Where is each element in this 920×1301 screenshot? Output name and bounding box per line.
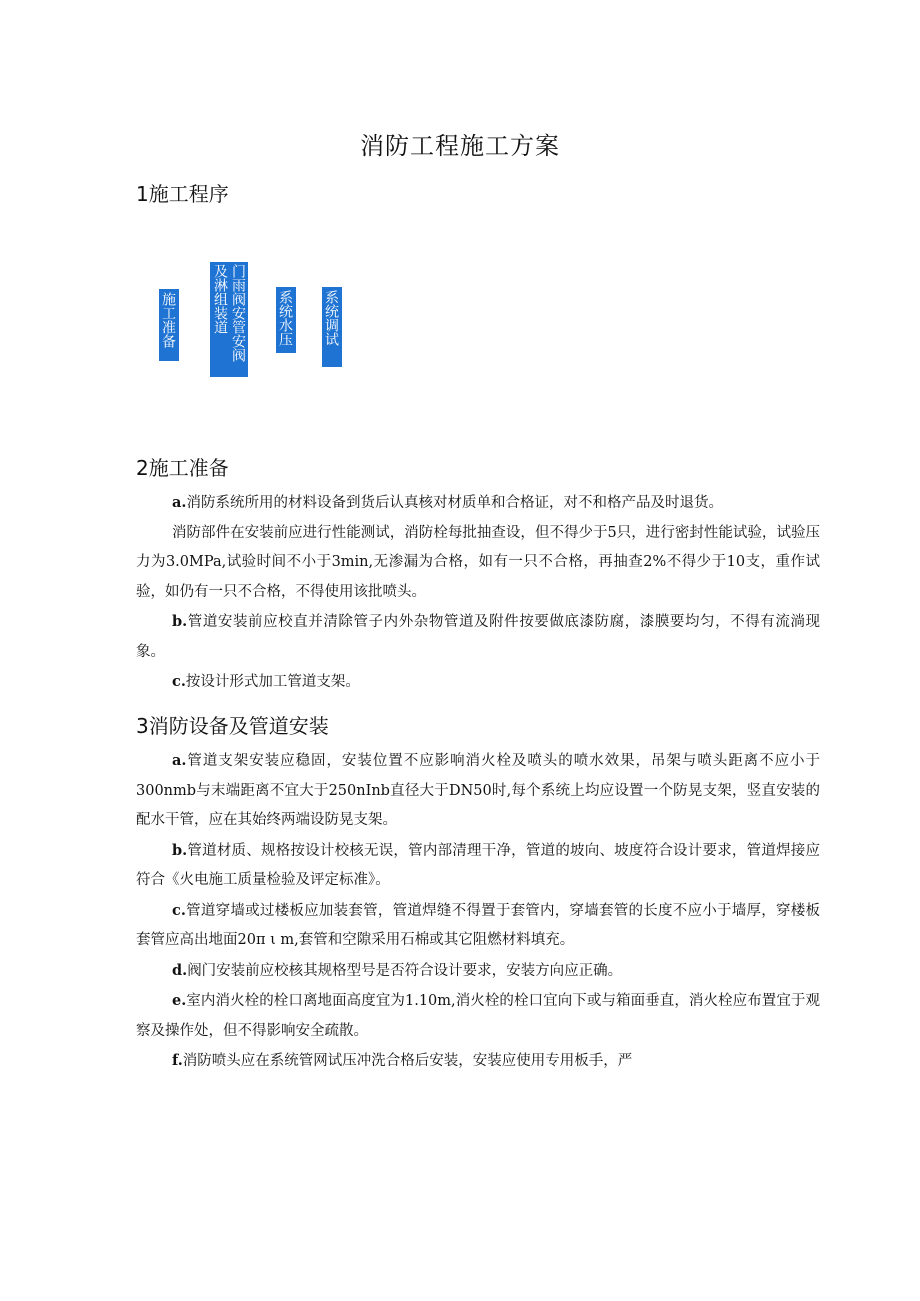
install-item-c	[136, 896, 820, 956]
prep-paragraphs	[136, 488, 820, 698]
prep-item-a2-text: 消防部件在安装前应进行性能测试，消防栓每批抽查设，但不得少于5只，进行密封性能试验，试验压力为3.0MPa,试验时间不小于3min,无渗漏为合格，如有一只不合格，再抽查2%不得少于10支，重作试验，如仍有一只不合格，不得使用该批喷头。	[136, 524, 820, 600]
install-item-a-label: a.	[172, 752, 187, 769]
flow-step-pipe-install-col1: 及淋组装道	[212, 264, 228, 334]
install-item-f-text: 消防喷头应在系统管网试压冲洗合格后安装，安装应使用专用板手，严	[182, 1053, 633, 1069]
install-item-b	[136, 836, 820, 896]
prep-item-b-label: b.	[172, 613, 188, 630]
install-item-f	[136, 1046, 820, 1077]
flow-step-pressure-test	[276, 287, 296, 353]
install-item-a	[136, 746, 820, 836]
install-item-d-text: 阀门安装前应校核其规格型号是否符合设计要求，安装方向应正确。	[187, 962, 623, 979]
install-item-e-text: 室内消火栓的栓口离地面高度宜为1.10m,消火栓的栓口宜向下或与箱面垂直，消火栓应布置宜于观察及操作处，但不得影响安全疏散。	[136, 993, 820, 1039]
section-heading-preparation: 2施工准备	[136, 456, 229, 480]
flow-step-pipe-install	[210, 262, 248, 377]
prep-item-a-label: a.	[172, 494, 187, 511]
prep-item-b-text: 管道安装前应校直并清除管子内外杂物管道及附件按要做底漆防腐，漆膜要均匀，不得有流淌现象。	[136, 614, 820, 660]
install-item-a-text: 管道支架安装应稳固，安装位置不应影响消火栓及喷头的喷水效果，吊架与喷头距离不应小于300nmb与末端距离不宜大于250nInb直径大于DN50时,每个系统上均应设置一个防晃支架，竖直安装的配水干管，应在其始终两端设防晃支架。	[136, 753, 820, 828]
prep-item-a-text: 消防系统所用的材料设备到货后认真核对材质单和合格证，对不和格产品及时退货。	[186, 495, 723, 511]
flow-step-pressure-test-label: 系统水压	[277, 290, 293, 346]
flow-step-debug-label: 系统调试	[323, 290, 339, 346]
install-item-f-label: f.	[172, 1052, 183, 1069]
prep-item-c	[136, 667, 820, 698]
prep-item-b	[136, 607, 820, 667]
install-item-b-label: b.	[172, 841, 188, 859]
install-item-c-label: c.	[172, 901, 186, 919]
flow-step-prep-label: 施工准备	[160, 292, 176, 348]
flow-step-debug	[322, 287, 342, 367]
install-item-d	[136, 956, 820, 987]
prep-item-c-label: c.	[172, 673, 186, 690]
section-heading-procedure: 1施工程序	[136, 182, 229, 206]
install-paragraphs	[136, 746, 820, 1077]
prep-item-a	[136, 488, 820, 519]
install-item-b-text: 管道材质、规格按设计校核无误，管内部清理干净，管道的坡向、坡度符合设计要求，管道焊接应符合《火电施工质量检验及评定标准》。	[136, 842, 820, 888]
prep-item-a2	[136, 519, 820, 608]
install-item-c-text: 管道穿墙或过楼板应加装套管，管道焊缝不得置于套管内，穿墙套管的长度不应小于墙厚，穿楼板套管应高出地面20π ι m,套管和空隙采用石棉或其它阻燃材料填充。	[136, 902, 820, 948]
flow-step-pipe-install-col2: 门雨阀安管安阀	[230, 264, 246, 362]
install-item-d-label: d.	[172, 961, 188, 979]
install-item-e-label: e.	[172, 992, 187, 1009]
document-title: 消防工程施工方案	[360, 132, 560, 160]
section-heading-installation: 3消防设备及管道安装	[136, 714, 329, 738]
prep-item-c-text: 按设计形式加工管道支架。	[185, 674, 360, 690]
install-item-e	[136, 986, 820, 1046]
flow-step-prep	[159, 289, 179, 361]
